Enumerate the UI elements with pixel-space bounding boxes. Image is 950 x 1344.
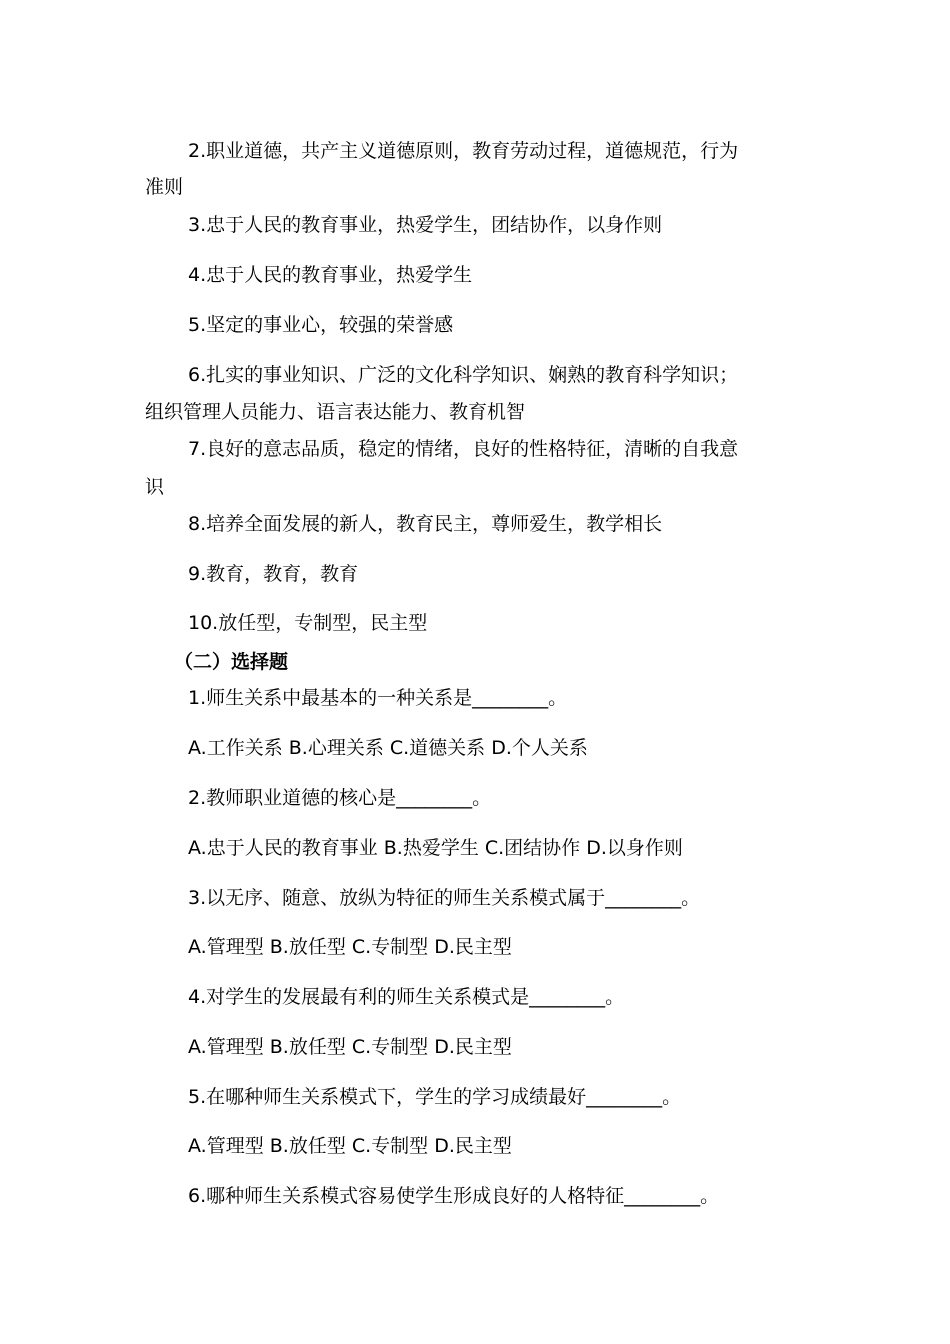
answer-6-line-2: 组织管理人员能力、语言表达能力、教育机智 — [145, 401, 526, 423]
answer-7-line-1: 7.良好的意志品质，稳定的情绪，良好的性格特征，清晰的自我意 — [188, 438, 739, 460]
question-4-stem: 4.对学生的发展最有利的师生关系模式是________。 — [188, 986, 625, 1008]
answer-9: 9.教育，教育，教育 — [188, 563, 359, 585]
question-2-options: A.忠于人民的教育事业 B.热爱学生 C.团结协作 D.以身作则 — [188, 837, 683, 859]
question-6-stem: 6.哪种师生关系模式容易使学生形成良好的人格特征________。 — [188, 1185, 720, 1207]
section-heading: （二）选择题 — [174, 651, 289, 673]
question-4-options: A.管理型 B.放任型 C.专制型 D.民主型 — [188, 1036, 512, 1058]
question-5-options: A.管理型 B.放任型 C.专制型 D.民主型 — [188, 1135, 512, 1157]
answer-3: 3.忠于人民的教育事业，热爱学生，团结协作，以身作则 — [188, 214, 663, 236]
question-3-stem: 3.以无序、随意、放纵为特征的师生关系模式属于________。 — [188, 887, 701, 909]
answer-2-line-2: 准则 — [145, 176, 184, 198]
answer-6-line-1: 6.扎实的事业知识、广泛的文化科学知识、娴熟的教育科学知识； — [188, 364, 739, 386]
question-2-stem: 2.教师职业道德的核心是________。 — [188, 787, 492, 809]
question-1-stem: 1.师生关系中最基本的一种关系是________。 — [188, 687, 568, 709]
question-5-stem: 5.在哪种师生关系模式下，学生的学习成绩最好________。 — [188, 1086, 682, 1108]
question-3-options: A.管理型 B.放任型 C.专制型 D.民主型 — [188, 936, 512, 958]
answer-8: 8.培养全面发展的新人，教育民主，尊师爱生，教学相长 — [188, 513, 663, 535]
answer-10: 10.放任型，专制型，民主型 — [188, 612, 428, 634]
answer-2-line-1: 2.职业道德，共产主义道德原则，教育劳动过程，道德规范，行为 — [188, 140, 739, 162]
question-1-options: A.工作关系 B.心理关系 C.道德关系 D.个人关系 — [188, 737, 588, 759]
answer-4: 4.忠于人民的教育事业，热爱学生 — [188, 264, 473, 286]
answer-7-line-2: 识 — [145, 476, 165, 498]
answer-5: 5.坚定的事业心，较强的荣誉感 — [188, 314, 454, 336]
